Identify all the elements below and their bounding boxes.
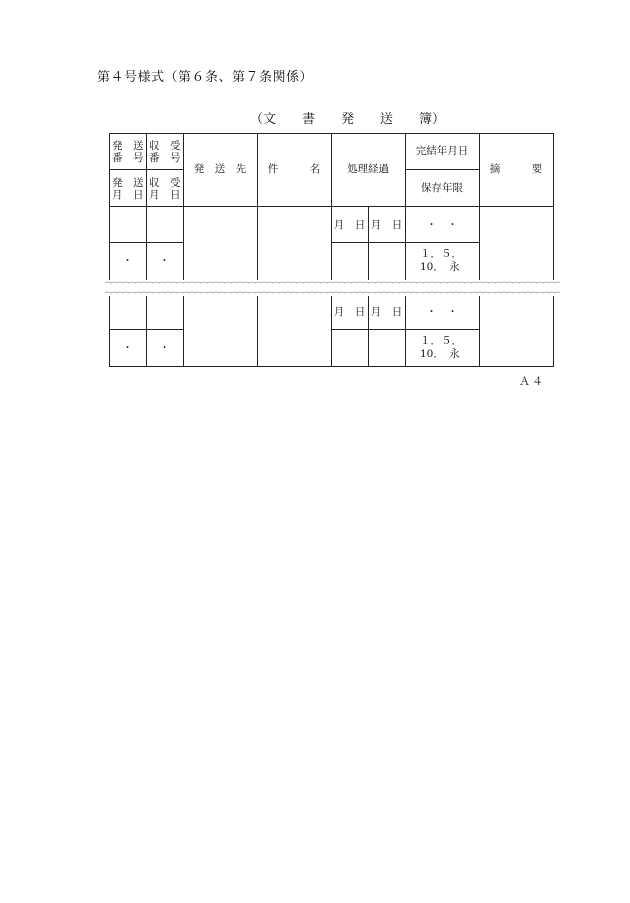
- row1-processing-month-day-1: 月 日: [333, 219, 366, 231]
- row2-processing-month-day-2: 月 日: [370, 306, 403, 318]
- row2-retention-line2: 10． 永: [420, 348, 460, 360]
- send-number-header-line1: 発 送: [112, 140, 144, 152]
- row2-receive-date: ・: [159, 342, 170, 354]
- receive-date-header-line1: 収 受: [149, 177, 181, 189]
- receive-date-header-line2: 月 日: [149, 189, 181, 201]
- remarks-header: 摘 要: [489, 163, 543, 175]
- row1-retention-line2: 10． 永: [420, 261, 460, 273]
- row2-completion-date: ・ ・: [426, 306, 458, 318]
- send-date-header-line1: 発 送: [112, 177, 144, 189]
- form-number-label: 第４号様式（第６条、第７条関係）: [97, 70, 314, 85]
- send-number-header-line2: 番 号: [112, 152, 144, 164]
- paper-size-label: Ａ４: [519, 375, 545, 388]
- destination-header: 発 送 先: [193, 163, 247, 175]
- retention-period-header: 保存年限: [421, 182, 463, 194]
- receive-number-header-line2: 番 号: [149, 152, 181, 164]
- row2-send-date: ・: [122, 342, 133, 354]
- row1-completion-date: ・ ・: [426, 219, 458, 231]
- row2-retention-line1: １．５．: [420, 335, 462, 347]
- receive-number-header-line1: 収 受: [149, 140, 181, 152]
- send-date-header-line2: 月 日: [112, 189, 144, 201]
- row1-retention-line1: １．５．: [420, 248, 462, 260]
- subject-header: 件 名: [267, 163, 321, 175]
- row1-processing-month-day-2: 月 日: [370, 219, 403, 231]
- wavy-break-lines: [105, 279, 560, 297]
- document-title: （文 書 発 送 簿）: [250, 112, 446, 127]
- completion-date-header: 完結年月日: [415, 145, 469, 157]
- processing-header: 処理経過: [347, 163, 389, 175]
- row2-processing-month-day-1: 月 日: [333, 306, 366, 318]
- row1-send-date: ・: [122, 255, 133, 267]
- row1-receive-date: ・: [159, 255, 170, 267]
